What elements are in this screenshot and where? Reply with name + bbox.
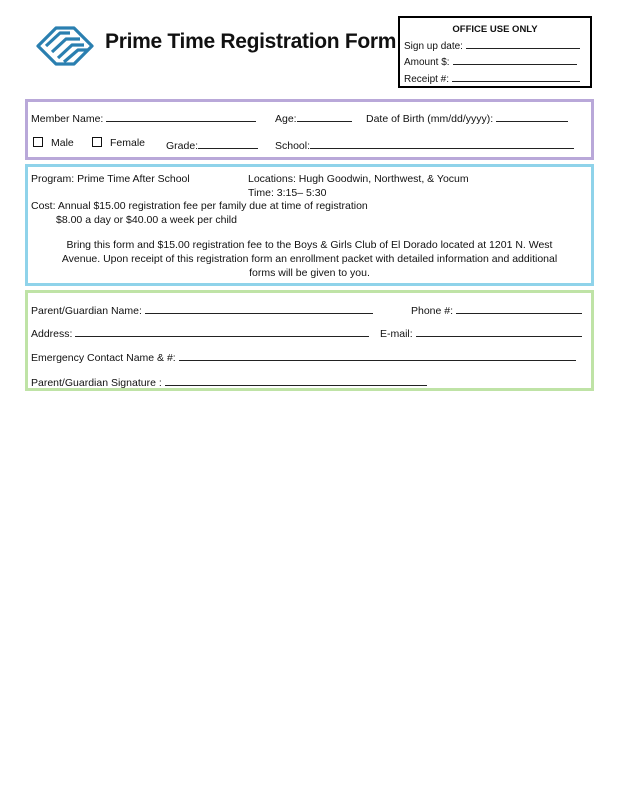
signature-label: Parent/Guardian Signature : <box>31 377 162 389</box>
email-row <box>380 326 582 340</box>
phone-row <box>411 303 582 317</box>
address-label: Address: <box>31 328 73 340</box>
sign-up-date-field[interactable] <box>466 38 580 49</box>
guardian-name-row <box>31 303 373 317</box>
sign-up-date-label: Sign up date: <box>404 41 463 52</box>
instructions-text: Bring this form and $15.00 registration fee to the Boys & Girls Club of El Dorado located at 1201 N. West Avenue. Upon receipt of this registration form an enrollment packet with detailed information and additional forms will be given to you. <box>61 239 558 279</box>
age-label: Age: <box>275 113 297 125</box>
time-line: Time: 3:15– 5:30 <box>248 187 327 199</box>
page-title: Prime Time Registration Form <box>105 30 397 53</box>
school-row <box>275 138 574 152</box>
receipt-row <box>404 71 580 85</box>
school-label: School: <box>275 140 311 152</box>
male-checkbox[interactable] <box>33 137 43 147</box>
male-option[interactable] <box>33 137 74 149</box>
emergency-contact-label: Emergency Contact Name & #: <box>31 352 176 364</box>
age-row <box>275 111 352 125</box>
receipt-label: Receipt #: <box>404 74 450 85</box>
female-checkbox[interactable] <box>92 137 102 147</box>
grade-field[interactable] <box>198 138 258 149</box>
dob-row <box>366 111 568 125</box>
guardian-name-label: Parent/Guardian Name: <box>31 305 142 317</box>
amount-field[interactable] <box>453 54 577 65</box>
email-field[interactable] <box>416 326 582 337</box>
female-label: Female <box>110 137 146 149</box>
signature-row <box>31 375 427 389</box>
office-use-heading: OFFICE USE ONLY <box>452 24 538 35</box>
grade-row <box>166 138 258 152</box>
phone-field[interactable] <box>456 303 582 314</box>
male-label: Male <box>51 137 74 149</box>
phone-label: Phone #: <box>411 305 454 317</box>
member-name-row <box>31 111 256 125</box>
age-field[interactable] <box>297 111 352 122</box>
cost-line: Cost: Annual $15.00 registration fee per family due at time of registration <box>31 200 368 212</box>
office-use-box <box>398 16 592 88</box>
program-line: Program: Prime Time After School <box>31 173 190 185</box>
member-name-field[interactable] <box>106 111 256 122</box>
amount-label: Amount $: <box>404 57 450 68</box>
sign-up-date-row <box>404 38 580 52</box>
female-option[interactable] <box>92 137 145 149</box>
locations-line: Locations: Hugh Goodwin, Northwest, & Yocum <box>248 173 469 185</box>
rate-line: $8.00 a day or $40.00 a week per child <box>56 214 237 226</box>
boys-and-girls-club-logo-icon <box>34 22 100 68</box>
receipt-field[interactable] <box>452 71 580 82</box>
address-field[interactable] <box>75 326 369 337</box>
address-row <box>31 326 369 340</box>
school-field[interactable] <box>310 138 574 149</box>
emergency-contact-field[interactable] <box>179 350 576 361</box>
signature-field[interactable] <box>165 375 427 386</box>
guardian-name-field[interactable] <box>145 303 373 314</box>
email-label: E-mail: <box>380 328 413 340</box>
amount-row <box>404 54 577 68</box>
member-name-label: Member Name: <box>31 113 104 125</box>
dob-label: Date of Birth (mm/dd/yyyy): <box>366 113 494 125</box>
dob-field[interactable] <box>496 111 568 122</box>
emergency-contact-row <box>31 350 576 364</box>
grade-label: Grade: <box>166 140 199 152</box>
